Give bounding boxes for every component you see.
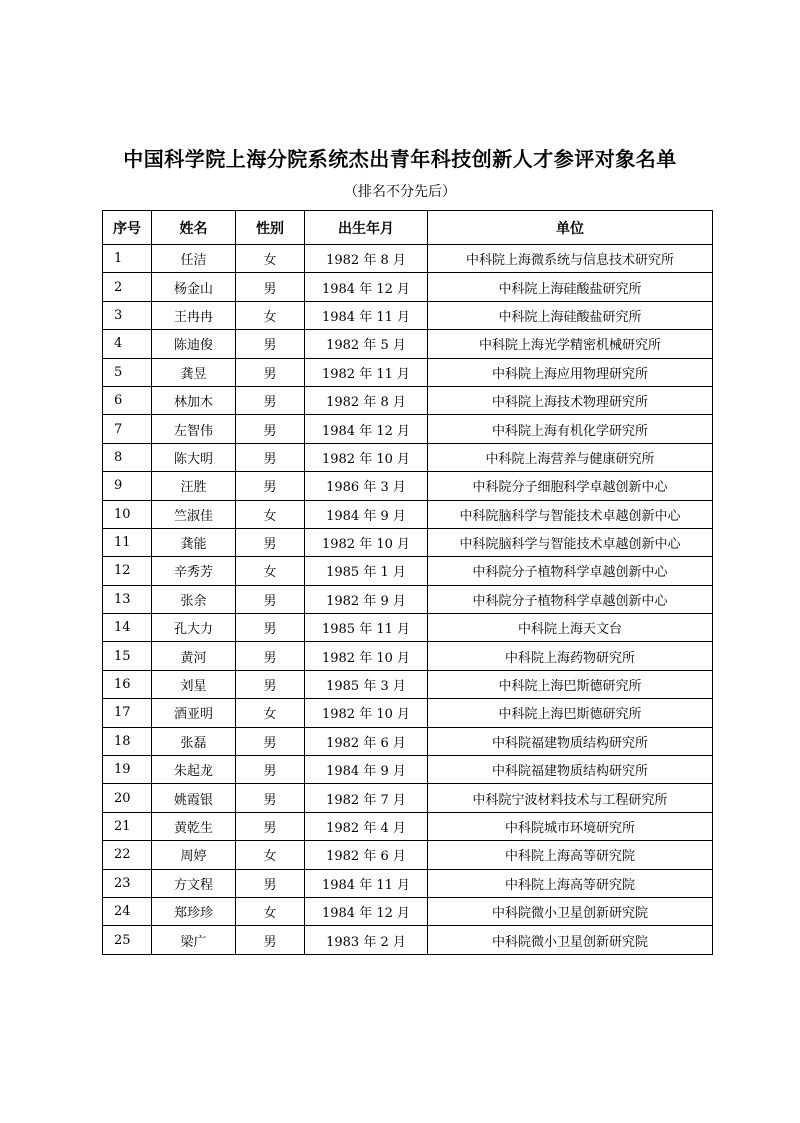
cell-unit: 中科院分子植物科学卓越创新中心 — [428, 557, 713, 585]
cell-index: 6 — [103, 386, 152, 414]
cell-name: 龚昱 — [152, 358, 236, 386]
cell-index: 22 — [103, 841, 152, 869]
cell-birth-date: 1982 年 4 月 — [305, 812, 428, 840]
table-row — [103, 897, 713, 925]
cell-unit: 中科院上海光学精密机械研究所 — [428, 330, 713, 358]
cell-name: 陈大明 — [152, 443, 236, 471]
cell-unit: 中科院上海药物研究所 — [428, 642, 713, 670]
cell-unit: 中科院微小卫星创新研究院 — [428, 926, 713, 954]
cell-unit: 中科院上海高等研究院 — [428, 869, 713, 897]
cell-gender: 男 — [236, 926, 305, 954]
cell-unit: 中科院上海有机化学研究所 — [428, 415, 713, 443]
cell-name: 张磊 — [152, 727, 236, 755]
cell-index: 19 — [103, 756, 152, 784]
cell-gender: 男 — [236, 358, 305, 386]
column-header-unit: 单位 — [428, 211, 713, 245]
cell-name: 黄河 — [152, 642, 236, 670]
cell-index: 13 — [103, 585, 152, 613]
cell-gender: 男 — [236, 415, 305, 443]
cell-index: 1 — [103, 245, 152, 273]
cell-name: 孔大力 — [152, 614, 236, 642]
cell-unit: 中科院上海技术物理研究所 — [428, 386, 713, 414]
cell-name: 汪胜 — [152, 472, 236, 500]
cell-birth-date: 1982 年 10 月 — [305, 443, 428, 471]
cell-gender: 男 — [236, 670, 305, 698]
cell-name: 酒亚明 — [152, 699, 236, 727]
table-row — [103, 812, 713, 840]
cell-birth-date: 1982 年 11 月 — [305, 358, 428, 386]
cell-index: 16 — [103, 670, 152, 698]
table-row — [103, 301, 713, 329]
cell-index: 21 — [103, 812, 152, 840]
cell-unit: 中科院上海微系统与信息技术研究所 — [428, 245, 713, 273]
cell-birth-date: 1984 年 9 月 — [305, 500, 428, 528]
cell-gender: 女 — [236, 841, 305, 869]
table-row — [103, 386, 713, 414]
table-row — [103, 273, 713, 301]
cell-name: 周婷 — [152, 841, 236, 869]
cell-gender: 男 — [236, 869, 305, 897]
cell-name: 刘星 — [152, 670, 236, 698]
cell-unit: 中科院上海高等研究院 — [428, 841, 713, 869]
cell-name: 龚能 — [152, 528, 236, 556]
document-subtitle: （排名不分先后） — [344, 184, 456, 200]
column-header-name: 姓名 — [152, 211, 236, 245]
cell-index: 20 — [103, 784, 152, 812]
table-row — [103, 415, 713, 443]
cell-name: 杨金山 — [152, 273, 236, 301]
cell-index: 2 — [103, 273, 152, 301]
table-row — [103, 841, 713, 869]
cell-gender: 女 — [236, 301, 305, 329]
cell-gender: 男 — [236, 756, 305, 784]
cell-birth-date: 1984 年 11 月 — [305, 301, 428, 329]
cell-name: 任洁 — [152, 245, 236, 273]
cell-birth-date: 1984 年 11 月 — [305, 869, 428, 897]
table-row — [103, 358, 713, 386]
cell-birth-date: 1982 年 6 月 — [305, 727, 428, 755]
cell-birth-date: 1985 年 1 月 — [305, 557, 428, 585]
cell-index: 14 — [103, 614, 152, 642]
cell-unit: 中科院分子细胞科学卓越创新中心 — [428, 472, 713, 500]
cell-gender: 男 — [236, 273, 305, 301]
cell-name: 左智伟 — [152, 415, 236, 443]
cell-birth-date: 1982 年 10 月 — [305, 528, 428, 556]
cell-unit: 中科院福建物质结构研究所 — [428, 727, 713, 755]
cell-gender: 男 — [236, 528, 305, 556]
cell-gender: 女 — [236, 500, 305, 528]
cell-birth-date: 1982 年 9 月 — [305, 585, 428, 613]
cell-unit: 中科院城市环境研究所 — [428, 812, 713, 840]
cell-index: 18 — [103, 727, 152, 755]
cell-birth-date: 1984 年 12 月 — [305, 897, 428, 925]
cell-birth-date: 1982 年 10 月 — [305, 642, 428, 670]
cell-index: 12 — [103, 557, 152, 585]
table-row — [103, 443, 713, 471]
cell-name: 黄乾生 — [152, 812, 236, 840]
table-row — [103, 614, 713, 642]
table-row — [103, 869, 713, 897]
cell-index: 17 — [103, 699, 152, 727]
column-header-birth-date: 出生年月 — [305, 211, 428, 245]
cell-unit: 中科院脑科学与智能技术卓越创新中心 — [428, 528, 713, 556]
table-row — [103, 926, 713, 954]
cell-index: 10 — [103, 500, 152, 528]
cell-name: 方文程 — [152, 869, 236, 897]
cell-gender: 男 — [236, 812, 305, 840]
cell-name: 郑珍珍 — [152, 897, 236, 925]
cell-gender: 男 — [236, 585, 305, 613]
table-row — [103, 245, 713, 273]
cell-birth-date: 1984 年 12 月 — [305, 273, 428, 301]
cell-unit: 中科院分子植物科学卓越创新中心 — [428, 585, 713, 613]
table-row — [103, 472, 713, 500]
cell-unit: 中科院上海硅酸盐研究所 — [428, 273, 713, 301]
table-body — [103, 245, 713, 955]
cell-gender: 女 — [236, 897, 305, 925]
cell-gender: 男 — [236, 784, 305, 812]
cell-gender: 男 — [236, 472, 305, 500]
cell-name: 竺淑佳 — [152, 500, 236, 528]
table-header-row — [103, 211, 713, 245]
cell-birth-date: 1985 年 11 月 — [305, 614, 428, 642]
cell-gender: 男 — [236, 614, 305, 642]
cell-name: 梁广 — [152, 926, 236, 954]
cell-index: 11 — [103, 528, 152, 556]
table-row — [103, 557, 713, 585]
cell-unit: 中科院宁波材料技术与工程研究所 — [428, 784, 713, 812]
table-row — [103, 585, 713, 613]
cell-unit: 中科院微小卫星创新研究院 — [428, 897, 713, 925]
cell-unit: 中科院上海巴斯德研究所 — [428, 670, 713, 698]
cell-index: 4 — [103, 330, 152, 358]
cell-birth-date: 1982 年 8 月 — [305, 386, 428, 414]
table-row — [103, 756, 713, 784]
cell-unit: 中科院上海应用物理研究所 — [428, 358, 713, 386]
cell-birth-date: 1982 年 10 月 — [305, 699, 428, 727]
cell-name: 林加木 — [152, 386, 236, 414]
cell-birth-date: 1985 年 3 月 — [305, 670, 428, 698]
cell-index: 24 — [103, 897, 152, 925]
table-row — [103, 330, 713, 358]
document-title: 中国科学院上海分院系统杰出青年科技创新人才参评对象名单 — [123, 147, 677, 171]
column-header-index: 序号 — [103, 211, 152, 245]
cell-birth-date: 1982 年 8 月 — [305, 245, 428, 273]
table-row — [103, 670, 713, 698]
cell-index: 3 — [103, 301, 152, 329]
cell-gender: 女 — [236, 245, 305, 273]
cell-name: 姚霞银 — [152, 784, 236, 812]
table-row — [103, 500, 713, 528]
table-row — [103, 727, 713, 755]
cell-index: 23 — [103, 869, 152, 897]
table-row — [103, 528, 713, 556]
table-row — [103, 699, 713, 727]
cell-index: 25 — [103, 926, 152, 954]
cell-index: 5 — [103, 358, 152, 386]
column-header-gender: 性别 — [236, 211, 305, 245]
cell-birth-date: 1984 年 12 月 — [305, 415, 428, 443]
table-row — [103, 784, 713, 812]
candidate-table — [102, 210, 713, 955]
cell-name: 王冉冉 — [152, 301, 236, 329]
cell-gender: 男 — [236, 386, 305, 414]
cell-birth-date: 1982 年 7 月 — [305, 784, 428, 812]
cell-index: 7 — [103, 415, 152, 443]
cell-unit: 中科院上海天文台 — [428, 614, 713, 642]
cell-index: 8 — [103, 443, 152, 471]
cell-birth-date: 1986 年 3 月 — [305, 472, 428, 500]
cell-gender: 男 — [236, 727, 305, 755]
cell-name: 张余 — [152, 585, 236, 613]
cell-birth-date: 1982 年 6 月 — [305, 841, 428, 869]
cell-unit: 中科院上海巴斯德研究所 — [428, 699, 713, 727]
cell-birth-date: 1982 年 5 月 — [305, 330, 428, 358]
cell-birth-date: 1984 年 9 月 — [305, 756, 428, 784]
cell-index: 9 — [103, 472, 152, 500]
cell-name: 陈迪俊 — [152, 330, 236, 358]
cell-gender: 女 — [236, 699, 305, 727]
cell-index: 15 — [103, 642, 152, 670]
cell-gender: 女 — [236, 557, 305, 585]
cell-unit: 中科院上海硅酸盐研究所 — [428, 301, 713, 329]
table-row — [103, 642, 713, 670]
cell-name: 辛秀芳 — [152, 557, 236, 585]
cell-gender: 男 — [236, 443, 305, 471]
cell-unit: 中科院福建物质结构研究所 — [428, 756, 713, 784]
cell-gender: 男 — [236, 642, 305, 670]
cell-unit: 中科院脑科学与智能技术卓越创新中心 — [428, 500, 713, 528]
cell-unit: 中科院上海营养与健康研究所 — [428, 443, 713, 471]
cell-birth-date: 1983 年 2 月 — [305, 926, 428, 954]
cell-gender: 男 — [236, 330, 305, 358]
cell-name: 朱起龙 — [152, 756, 236, 784]
